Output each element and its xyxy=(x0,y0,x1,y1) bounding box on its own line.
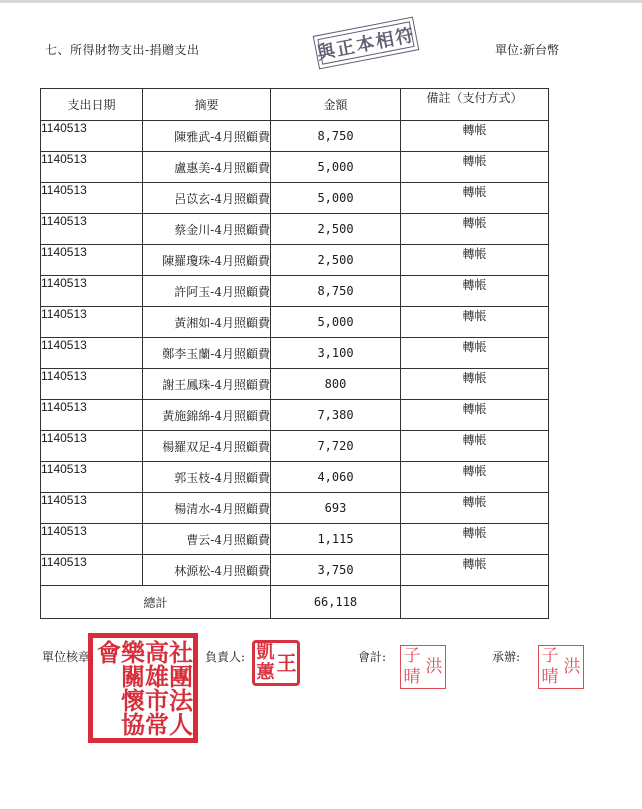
table-row xyxy=(41,369,549,400)
organization-seal-char xyxy=(97,665,121,689)
accountant-seal-char: 晴 xyxy=(403,667,421,687)
date-cell: 1140513 xyxy=(41,276,143,307)
summary-cell: 曹云-4月照顧費 xyxy=(143,524,271,555)
organization-seal-char: 協 xyxy=(121,710,145,739)
amount-cell: 5,000 xyxy=(271,307,401,338)
accountant-seal-char: 子 xyxy=(403,646,421,666)
table-row xyxy=(41,555,549,586)
col-header-summary: 摘要 xyxy=(143,89,271,121)
summary-cell: 陳羅瓊珠-4月照顧費 xyxy=(143,245,271,276)
chief-seal-char: 凱 xyxy=(256,642,275,663)
certified-copy-stamp: 與正本相符 xyxy=(313,17,420,70)
organization-seal-char: 市 xyxy=(145,686,169,715)
col-header-note: 備註（支付方式） xyxy=(401,89,549,121)
amount-cell: 800 xyxy=(271,369,401,400)
note-cell: 轉帳 xyxy=(401,400,549,431)
note-cell: 轉帳 xyxy=(401,307,549,338)
amount-cell: 7,380 xyxy=(271,400,401,431)
table-row xyxy=(41,307,549,338)
amount-cell: 4,060 xyxy=(271,462,401,493)
date-cell: 1140513 xyxy=(41,400,143,431)
scan-edge-line xyxy=(0,0,642,3)
chief-label: 負責人: xyxy=(205,650,246,664)
table-row xyxy=(41,524,549,555)
date-cell: 1140513 xyxy=(41,431,143,462)
section-heading: 七、所得財物支出-捐贈支出 xyxy=(45,43,200,57)
organization-seal-char: 常 xyxy=(145,710,169,739)
organization-seal-char: 人 xyxy=(169,710,193,739)
summary-cell: 許阿玉-4月照顧費 xyxy=(143,276,271,307)
amount-cell: 5,000 xyxy=(271,152,401,183)
table-header-row xyxy=(41,89,549,121)
table-row xyxy=(41,338,549,369)
col-header-amount: 金額 xyxy=(271,89,401,121)
amount-cell: 3,100 xyxy=(271,338,401,369)
note-cell: 轉帳 xyxy=(401,183,549,214)
date-cell: 1140513 xyxy=(41,214,143,245)
handler-seal-char: 晴 xyxy=(541,667,559,687)
table-row xyxy=(41,400,549,431)
table-row xyxy=(41,245,549,276)
note-cell: 轉帳 xyxy=(401,338,549,369)
summary-cell: 林源松-4月照顧費 xyxy=(143,555,271,586)
amount-cell: 7,720 xyxy=(271,431,401,462)
date-cell: 1140513 xyxy=(41,338,143,369)
table-row xyxy=(41,121,549,152)
amount-cell: 1,115 xyxy=(271,524,401,555)
date-cell: 1140513 xyxy=(41,493,143,524)
note-cell: 轉帳 xyxy=(401,245,549,276)
summary-cell: 黃湘如-4月照顧費 xyxy=(143,307,271,338)
summary-cell: 謝王鳳珠-4月照顧費 xyxy=(143,369,271,400)
summary-cell: 陳雅武-4月照顧費 xyxy=(143,121,271,152)
amount-cell: 8,750 xyxy=(271,276,401,307)
table-body xyxy=(41,121,549,586)
table-row xyxy=(41,276,549,307)
amount-cell: 693 xyxy=(271,493,401,524)
note-cell: 轉帳 xyxy=(401,121,549,152)
expense-table xyxy=(40,88,549,619)
summary-cell: 鄭李玉蘭-4月照顧費 xyxy=(143,338,271,369)
organization-seal xyxy=(88,633,198,743)
note-cell: 轉帳 xyxy=(401,524,549,555)
note-cell: 轉帳 xyxy=(401,493,549,524)
handler-seal xyxy=(538,645,584,689)
note-cell: 轉帳 xyxy=(401,369,549,400)
summary-cell: 蔡金川-4月照顧費 xyxy=(143,214,271,245)
approve-label: 單位核章: xyxy=(42,650,95,664)
summary-cell: 呂苡玄-4月照顧費 xyxy=(143,183,271,214)
date-cell: 1140513 xyxy=(41,183,143,214)
date-cell: 1140513 xyxy=(41,555,143,586)
date-cell: 1140513 xyxy=(41,307,143,338)
amount-cell: 3,750 xyxy=(271,555,401,586)
handler-seal-char: 洪 xyxy=(563,657,581,677)
date-cell: 1140513 xyxy=(41,245,143,276)
amount-cell: 2,500 xyxy=(271,214,401,245)
organization-seal-char: 會 xyxy=(97,638,121,667)
note-cell: 轉帳 xyxy=(401,462,549,493)
organization-seal-char xyxy=(97,713,121,737)
date-cell: 1140513 xyxy=(41,152,143,183)
table-row xyxy=(41,431,549,462)
organization-seal-char: 社 xyxy=(169,638,193,667)
organization-seal-char: 關 xyxy=(121,662,145,691)
amount-cell: 2,500 xyxy=(271,245,401,276)
chief-seal-char: 蕙 xyxy=(256,662,275,683)
organization-seal-char xyxy=(97,689,121,713)
col-header-date: 支出日期 xyxy=(41,89,143,121)
summary-cell: 楊羅双足-4月照顧費 xyxy=(143,431,271,462)
chief-seal-char: 王 xyxy=(276,650,297,675)
table-row xyxy=(41,183,549,214)
accountant-seal xyxy=(400,645,446,689)
date-cell: 1140513 xyxy=(41,121,143,152)
table-row xyxy=(41,462,549,493)
summary-cell: 楊清水-4月照顧費 xyxy=(143,493,271,524)
summary-cell: 盧惠美-4月照顧費 xyxy=(143,152,271,183)
total-label: 總計 xyxy=(41,586,271,619)
organization-seal-char: 懷 xyxy=(121,686,145,715)
handler-seal-char: 子 xyxy=(541,646,559,666)
table-row xyxy=(41,214,549,245)
note-cell: 轉帳 xyxy=(401,431,549,462)
total-row xyxy=(41,586,549,619)
accountant-label: 會計: xyxy=(358,650,387,664)
date-cell: 1140513 xyxy=(41,524,143,555)
note-cell: 轉帳 xyxy=(401,276,549,307)
amount-cell: 5,000 xyxy=(271,183,401,214)
total-note-cell xyxy=(401,586,549,619)
organization-seal-char: 法 xyxy=(169,686,193,715)
amount-cell: 8,750 xyxy=(271,121,401,152)
chief-seal xyxy=(252,640,300,686)
table-row xyxy=(41,493,549,524)
handler-label: 承辦: xyxy=(492,650,521,664)
date-cell: 1140513 xyxy=(41,462,143,493)
table-row xyxy=(41,152,549,183)
organization-seal-char: 雄 xyxy=(145,662,169,691)
note-cell: 轉帳 xyxy=(401,555,549,586)
note-cell: 轉帳 xyxy=(401,214,549,245)
organization-seal-char: 樂 xyxy=(121,638,145,667)
summary-cell: 郭玉枝-4月照顧費 xyxy=(143,462,271,493)
summary-cell: 黃施錦綿-4月照顧費 xyxy=(143,400,271,431)
organization-seal-char: 高 xyxy=(145,638,169,667)
note-cell: 轉帳 xyxy=(401,152,549,183)
organization-seal-char: 團 xyxy=(169,662,193,691)
total-amount: 66,118 xyxy=(271,586,401,619)
accountant-seal-char: 洪 xyxy=(425,657,443,677)
currency-unit: 單位:新台幣 xyxy=(495,43,560,57)
date-cell: 1140513 xyxy=(41,369,143,400)
